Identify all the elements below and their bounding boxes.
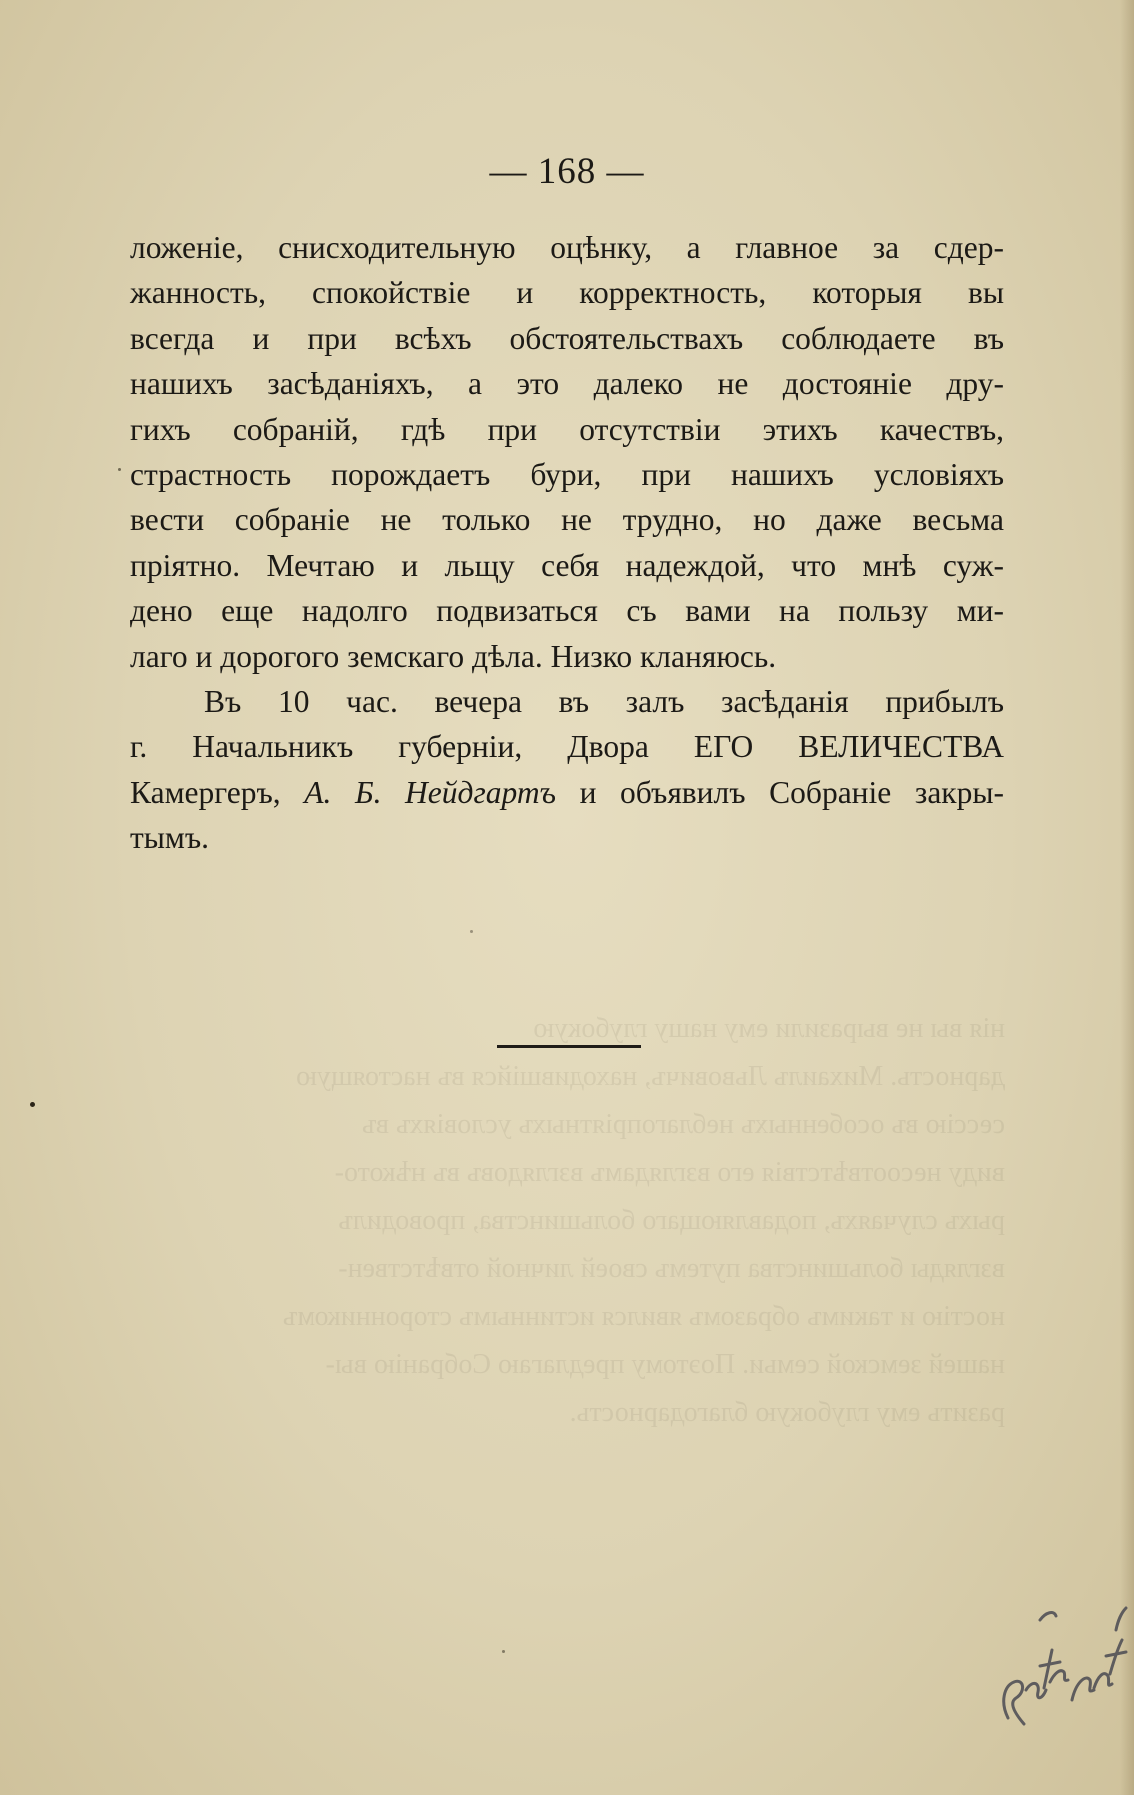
section-divider [497,1045,641,1048]
text-line: Въ 10 час. вечера въ залъ засѣданія прибылъ [204,683,1004,719]
text-line: вести собраніе не только не трудно, но даже весьма [130,502,1004,538]
ink-speck [502,1650,505,1653]
handwritten-note [990,1590,1130,1740]
text-line: лаго и дорогого земскаго дѣла. Низко кланяюсь. [130,638,777,674]
page-edge-shadow [1120,0,1134,1795]
text-line: пріятно. Мечтаю и льщу себя надеждой, что мнѣ суж- [130,547,1004,583]
body-text [130,225,1004,860]
text-line: страстность порождаетъ бури, при нашихъ условіяхъ [130,456,1004,492]
bleed-line: взгляды большинства путемъ своей личной отвѣтствен- [338,1253,1005,1284]
text-line: ложеніе, снисходительную оцѣнку, а главное за сдер- [130,230,1004,265]
ink-speck [470,930,473,933]
paragraph-continued [130,225,1004,679]
paragraph-closing [130,679,1004,861]
page-number: — 168 — [489,151,645,192]
bleed-line: дарность. Михаилъ Львовичъ, находившійся въ настоящую [296,1061,1005,1092]
ink-speck [118,468,121,471]
person-name: А. Б. Нейдгартъ [304,774,556,810]
bleed-line: нашей земской семьи. Поэтому предлагаю Собранію вы- [325,1349,1005,1380]
bleed-line: ностію и такимъ образомъ явился истиннымъ сторонникомъ [282,1301,1005,1332]
text-line: всегда и при всѣхъ обстоятельствахъ соблюдаете въ [130,320,1004,356]
ink-speck [30,1102,35,1107]
bleed-line: разить ему глубокую благодарность. [569,1397,1005,1428]
bleed-line: рыхъ случаяхъ, подавляющаго большинства, проводилъ [338,1205,1005,1236]
text-line: дено еще надолго подвизаться съ вами на пользу ми- [130,593,1004,629]
text-line: нашихъ засѣданіяхъ, а это далеко не достояніе дру- [130,366,1004,402]
text-segment: Камергеръ, [130,774,305,810]
bleed-line: нія вы не выразили ему нашу глубокую [533,1013,1005,1044]
text-line: г. Начальникъ губерніи, Двора ЕГО ВЕЛИЧЕСТВА [130,729,1004,765]
text-line: гихъ собраній, гдѣ при отсутствіи этихъ качествъ, [130,411,1004,447]
text-line: тымъ. [130,820,210,856]
bleed-line: сессію въ особенныхъ неблагопріятныхъ условіяхъ въ [361,1109,1005,1140]
text-segment: и объявилъ Собраніе закры- [555,774,1005,810]
text-line: жанность, спокойствіе и корректность, которыя вы [130,275,1004,311]
bleed-line: виду несоотвѣтствія его взглядамъ взглядовъ въ нѣкото- [334,1157,1005,1188]
text-line [130,770,1004,815]
bleed-through-text [215,1005,1005,1705]
